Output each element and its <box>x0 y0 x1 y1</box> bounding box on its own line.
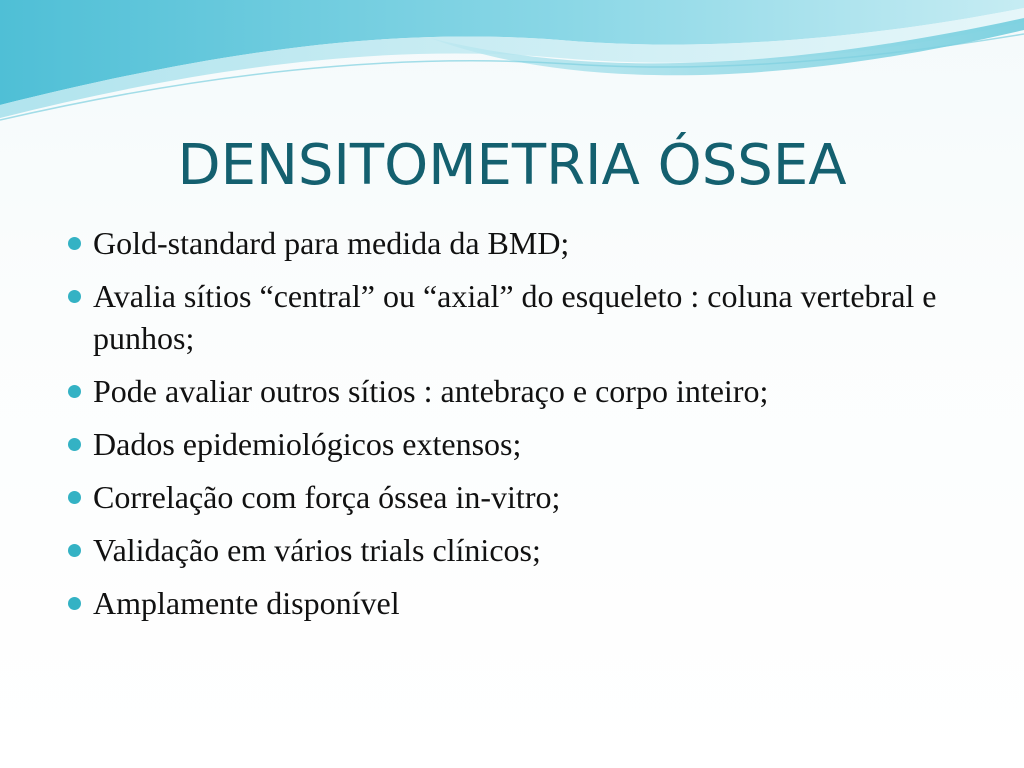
bullet-dot-icon <box>68 491 81 504</box>
bullet-dot-icon <box>68 290 81 303</box>
bullet-dot-icon <box>68 438 81 451</box>
bullet-text: Gold-standard para medida da BMD; <box>93 225 570 261</box>
bullet-text: Amplamente disponível <box>93 585 400 621</box>
bullet-item <box>66 582 966 624</box>
bullet-dot-icon <box>68 544 81 557</box>
slide-title: DENSITOMETRIA ÓSSEA <box>177 133 847 198</box>
bullet-item <box>66 529 966 571</box>
bullet-item <box>66 423 966 465</box>
bullet-text: Validação em vários trials clínicos; <box>93 532 541 568</box>
bullet-dot-icon <box>68 237 81 250</box>
bullet-text: Pode avaliar outros sítios : antebraço e corpo inteiro; <box>93 373 769 409</box>
bullet-item <box>66 370 966 412</box>
bullet-text: Dados epidemiológicos extensos; <box>93 426 522 462</box>
bullet-list <box>66 222 966 635</box>
bullet-dot-icon <box>68 385 81 398</box>
bullet-item <box>66 476 966 518</box>
bullet-text: Correlação com força óssea in-vitro; <box>93 479 561 515</box>
header-wave-decoration <box>0 0 1024 130</box>
bullet-text: Avalia sítios “central” ou “axial” do esqueleto : coluna vertebral e punhos; <box>93 278 937 356</box>
bullet-item <box>66 222 966 264</box>
bullet-dot-icon <box>68 597 81 610</box>
bullet-item <box>66 275 966 359</box>
